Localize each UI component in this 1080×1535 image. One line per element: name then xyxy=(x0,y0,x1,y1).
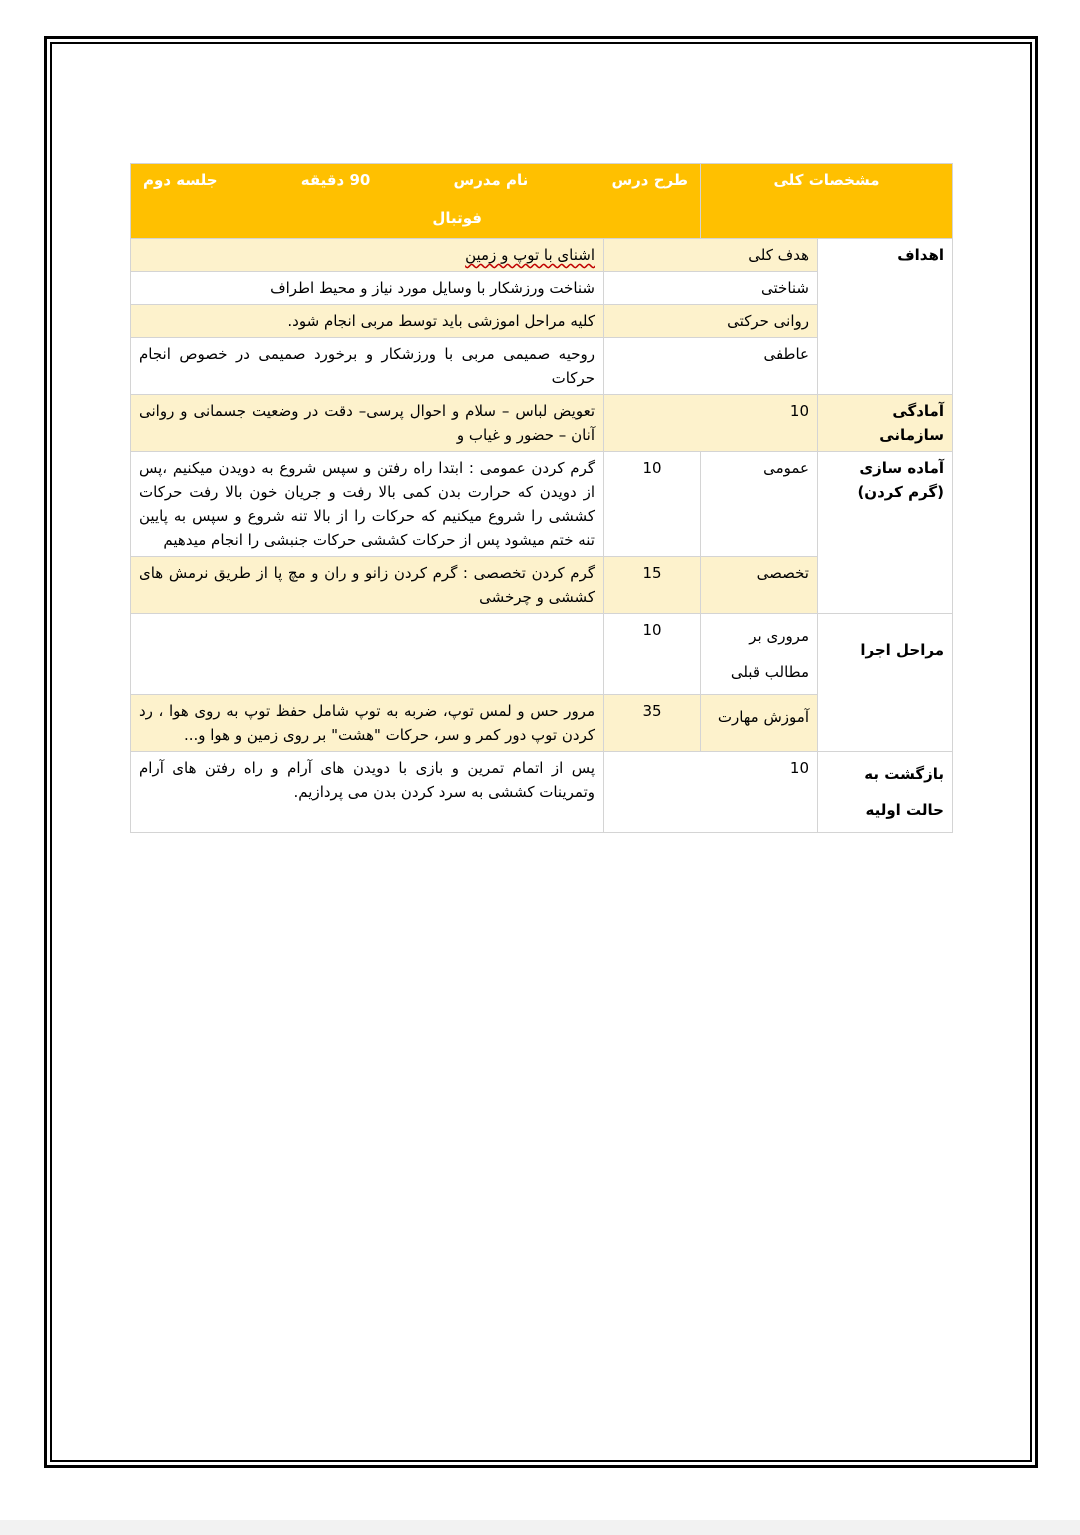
exec-skill-label: آموزش مهارت xyxy=(701,695,818,752)
cooldown-row xyxy=(131,752,953,833)
org-title: آمادگی سازمانی xyxy=(818,395,953,452)
exec-title: مراحل اجرا xyxy=(818,614,953,752)
exec-review-label: مروری بر مطالب قبلی xyxy=(701,614,818,695)
goal-label: هدف کلی xyxy=(604,239,818,272)
exec-review-minutes: 10 xyxy=(604,614,701,695)
header-teacher: نام مدرس xyxy=(453,171,529,189)
exec-review-text xyxy=(131,614,604,695)
goal-text: روحیه صمیمی مربی با ورزشکار و برخورد صمیمی در خصوص انجام حرکات xyxy=(131,338,604,395)
warmup-special-minutes: 15 xyxy=(604,557,701,614)
cooldown-text: پس از اتمام تمرین و بازی با دویدن های آرام و راه رفتن های آرام وتمرینات کششی به سرد کردن بدن می پردازیم. xyxy=(131,752,604,833)
warmup-general-row xyxy=(131,452,953,557)
exec-review-row xyxy=(131,614,953,695)
header-duration: 90 دقیقه xyxy=(300,171,371,189)
cooldown-title: بازگشت به حالت اولیه xyxy=(818,752,953,833)
warmup-special-label: تخصصی xyxy=(701,557,818,614)
goal-text: اشنای با توپ و زمین xyxy=(131,239,604,272)
header-subject: فوتبال xyxy=(432,209,482,227)
warmup-general-minutes: 10 xyxy=(604,452,701,557)
org-text: تعویض لباس – سلام و احوال پرسی– دقت در وضعیت جسمانی و روانی آنان – حضور و غیاب و xyxy=(131,395,604,452)
goal-text: شناخت ورزشکار با وسایل مورد نیاز و محیط اطراف xyxy=(131,272,604,305)
header-plan: طرح درس xyxy=(611,171,688,189)
goal-label: عاطفی xyxy=(604,338,818,395)
header-meta-cell xyxy=(131,164,701,239)
warmup-general-text: گرم کردن عمومی : ابتدا راه رفتن و سپس شروع به دویدن میکنیم ،پس از دویدن که حرارت بدن کمی بالا رفت و جریان خون بالا رفت حرکات کششی را شروع میکنیم که حرکات را از بالا تنه شروع و سپس به پایین تنه ختم میشود پس از حرکات کششی حرکات جنبشی را انجام میدهیم xyxy=(131,452,604,557)
goal-text: کلیه مراحل اموزشی باید توسط مربی انجام شود. xyxy=(131,305,604,338)
org-minutes: 10 xyxy=(604,395,818,452)
header-row xyxy=(131,164,953,239)
header-session: جلسه دوم xyxy=(143,171,218,189)
goals-row-1 xyxy=(131,239,953,272)
header-general-cell xyxy=(701,164,953,239)
warmup-general-label: عمومی xyxy=(701,452,818,557)
header-general: مشخصات کلی xyxy=(773,171,880,189)
warmup-special-text: گرم کردن تخصصی : گرم کردن زانو و ران و مچ پا از طریق نرمش های کششی و چرخشی xyxy=(131,557,604,614)
goal-label: روانی حرکتی xyxy=(604,305,818,338)
org-row xyxy=(131,395,953,452)
goals-title: اهداف xyxy=(818,239,953,395)
lesson-plan-table xyxy=(130,163,953,833)
exec-skill-minutes: 35 xyxy=(604,695,701,752)
goal-label: شناختی xyxy=(604,272,818,305)
exec-skill-text: مرور حس و لمس توپ، ضربه به توپ شامل حفظ توپ به روی هوا ، رد کردن توپ دور کمر و سر، حرکات "هشت" بر روی زمین و هوا و... xyxy=(131,695,604,752)
cooldown-minutes: 10 xyxy=(604,752,818,833)
warmup-title: آماده سازی (گرم کردن) xyxy=(818,452,953,614)
